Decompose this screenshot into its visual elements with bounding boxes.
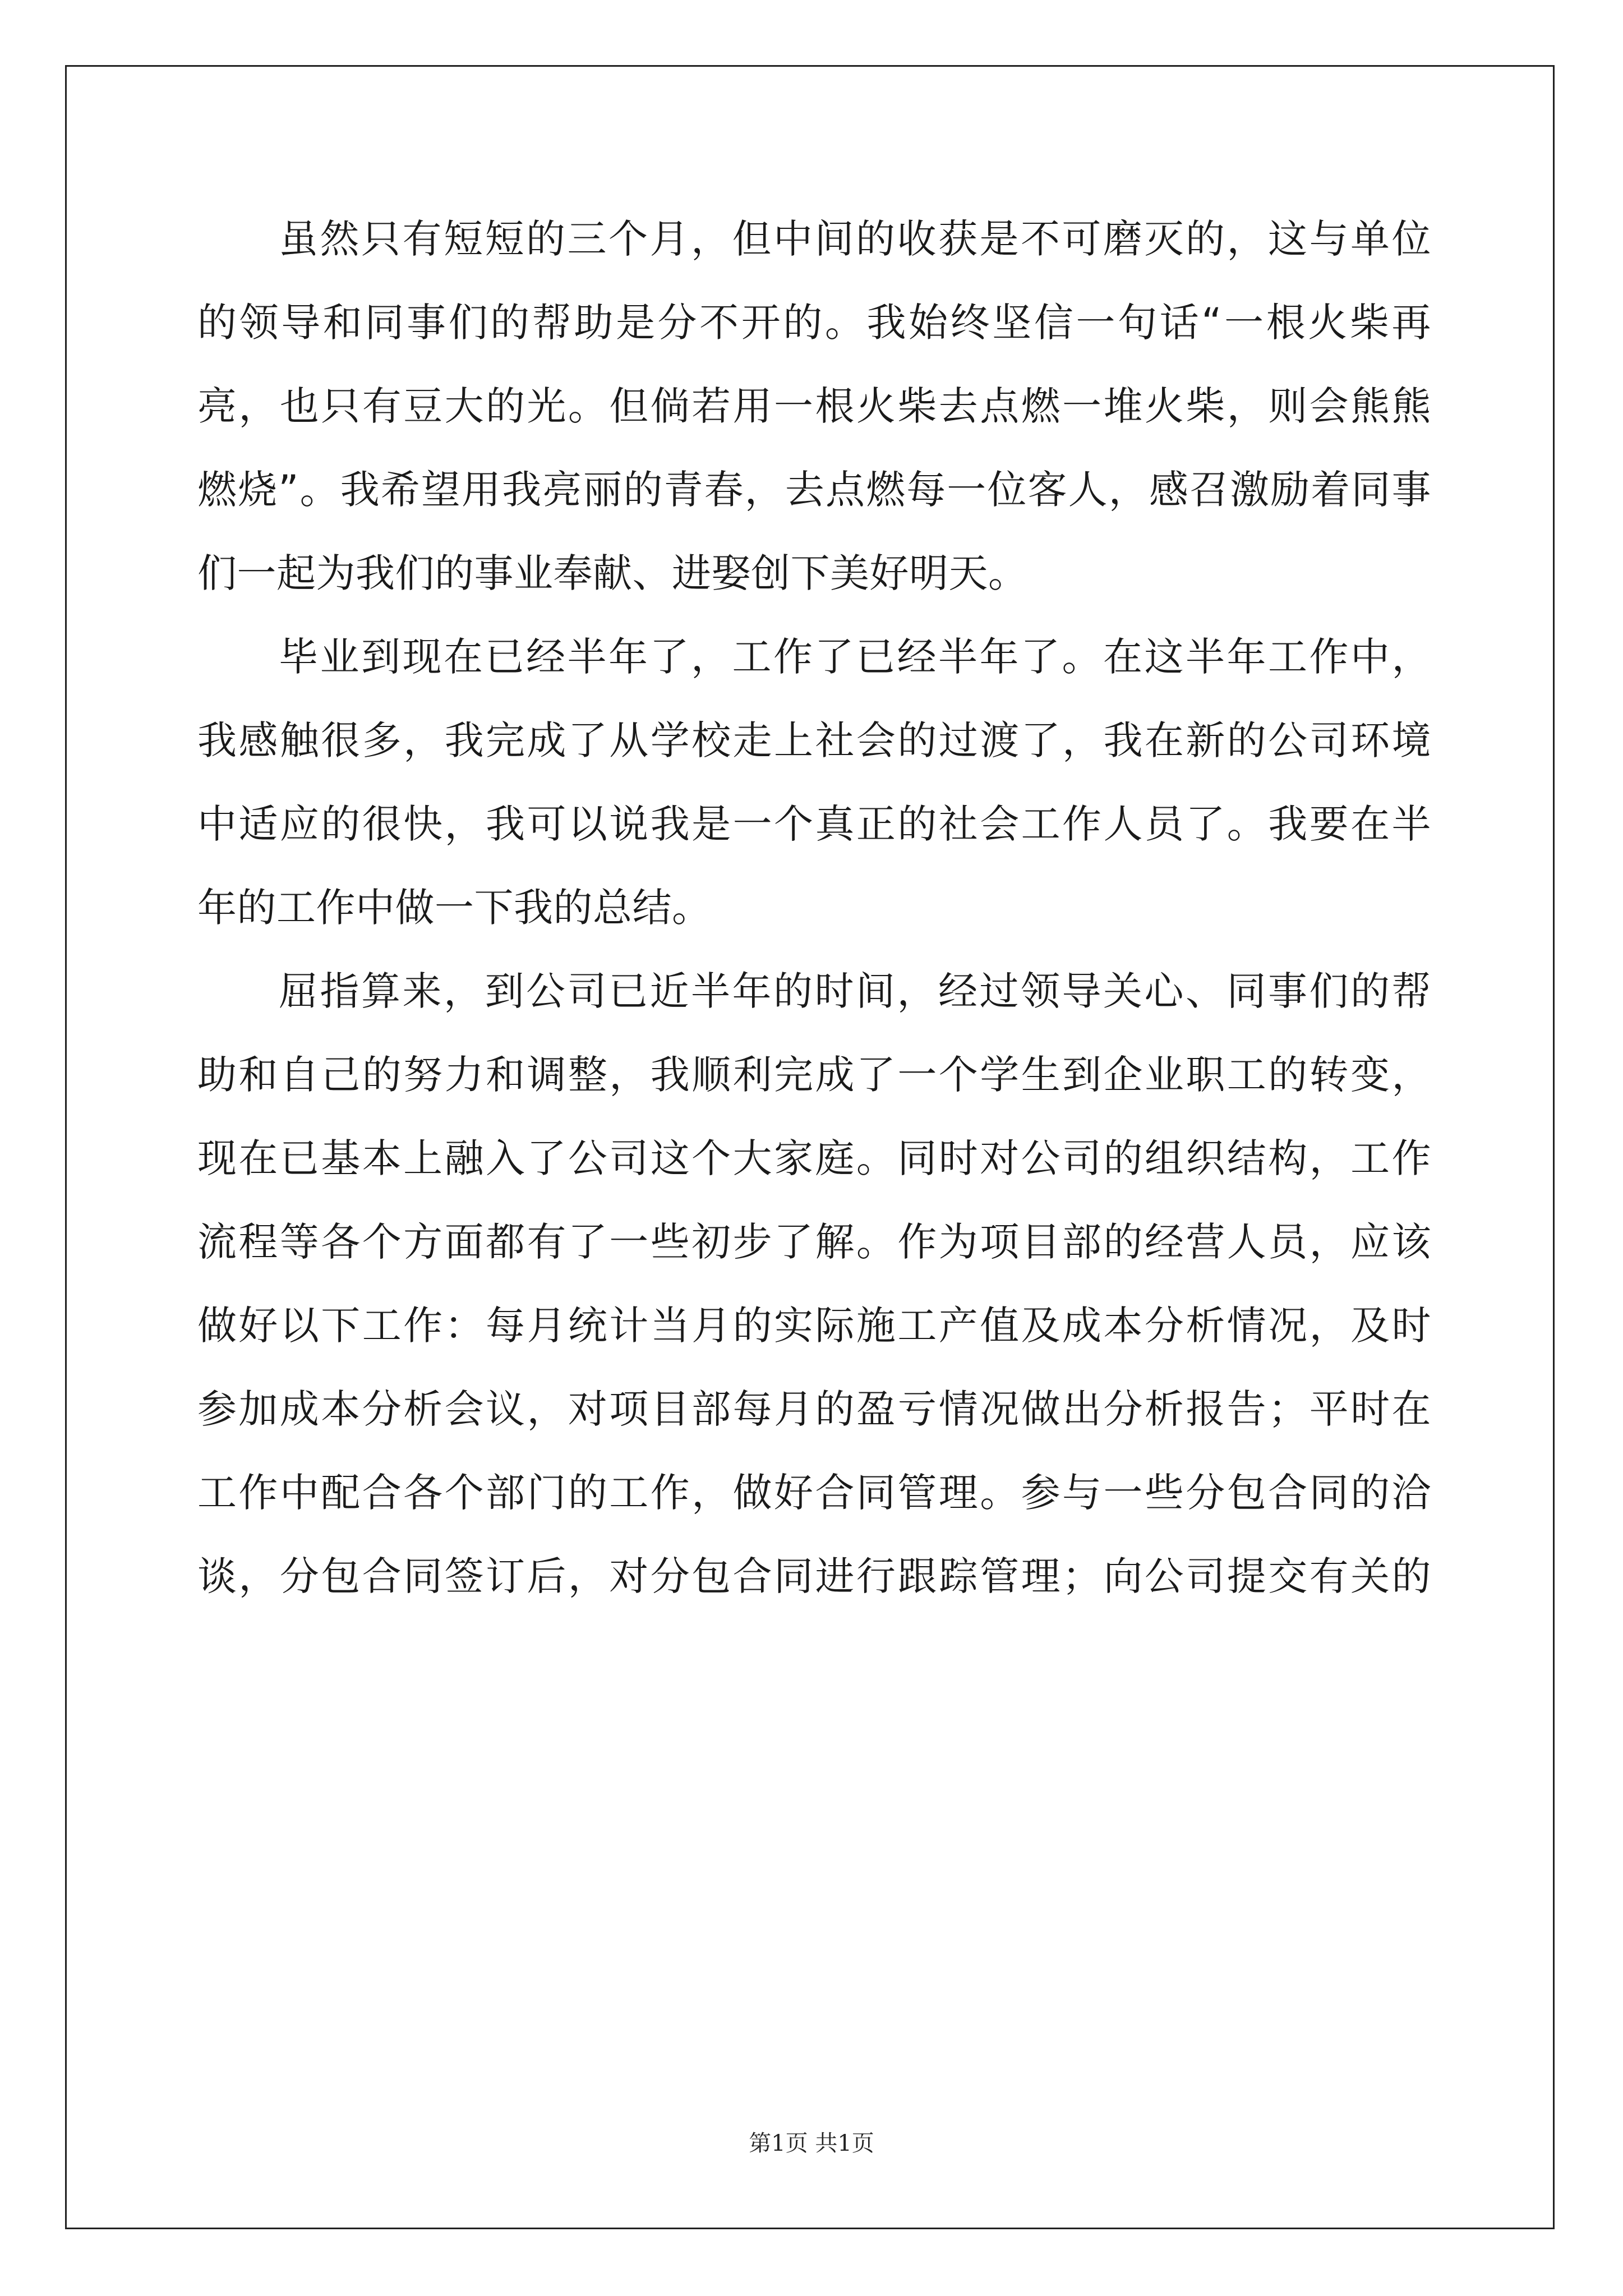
paragraph-line: 亮，也只有豆大的光。但倘若用一根火柴去点燃一堆火柴，则会熊熊	[197, 383, 1431, 429]
paragraph-line: 工作中配合各个部门的工作，做好合同管理。参与一些分包合同的洽	[197, 1470, 1431, 1516]
paragraph-line: 毕业到现在已经半年了，工作了已经半年了。在这半年工作中，	[279, 634, 1431, 680]
document-body	[197, 197, 1431, 1618]
paragraph-line: 做好以下工作：每月统计当月的实际施工产值及成本分析情况，及时	[197, 1303, 1431, 1349]
paragraph-line: 屈指算来，到公司已近半年的时间，经过领导关心、同事们的帮	[279, 968, 1431, 1014]
paragraph-line: 现在已基本上融入了公司这个大家庭。同时对公司的组织结构，工作	[197, 1135, 1431, 1181]
paragraph-3	[197, 950, 1431, 1618]
paragraph-line: 参加成本分析会议，对项目部每月的盈亏情况做出分析报告；平时在	[197, 1386, 1431, 1432]
paragraph-line: 们一起为我们的事业奉献、进娶创下美好明天。	[197, 550, 1028, 596]
paragraph-2	[197, 615, 1431, 950]
paragraph-line: 我感触很多，我完成了从学校走上社会的过渡了，我在新的公司环境	[197, 717, 1431, 763]
paragraph-line: 谈，分包合同签订后，对分包合同进行跟踪管理；向公司提交有关的	[197, 1553, 1431, 1599]
paragraph-line: 的领导和同事们的帮助是分不开的。我始终坚信一句话“一根火柴再	[197, 300, 1431, 346]
paragraph-line: 中适应的很快，我可以说我是一个真正的社会工作人员了。我要在半	[197, 801, 1431, 847]
page-footer: 第1页 共1页	[749, 2131, 874, 2156]
paragraph-line: 流程等各个方面都有了一些初步了解。作为项目部的经营人员，应该	[197, 1219, 1431, 1265]
paragraph-line: 助和自己的努力和调整，我顺利完成了一个学生到企业职工的转变，	[197, 1052, 1431, 1098]
paragraph-line: 燃烧”。我希望用我亮丽的青春，去点燃每一位客人，感召激励着同事	[197, 467, 1431, 513]
paragraph-line: 虽然只有短短的三个月，但中间的收获是不可磨灭的，这与单位	[279, 216, 1431, 262]
paragraph-line: 年的工作中做一下我的总结。	[197, 885, 712, 931]
paragraph-1	[197, 197, 1431, 615]
